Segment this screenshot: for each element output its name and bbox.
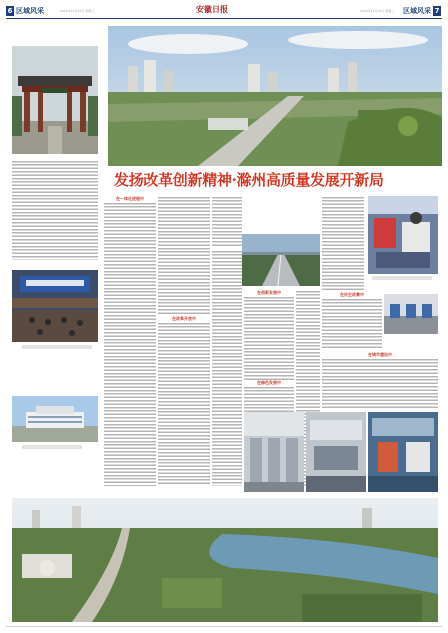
meeting-photo-caption [22, 345, 92, 349]
city-aerial-photo [108, 26, 442, 166]
subhead-3: 在创新发展中 [257, 290, 281, 295]
lab-photo-caption [372, 276, 432, 280]
building-photo [12, 396, 98, 442]
column-4-text-a [244, 296, 294, 380]
workshop-photo [368, 412, 438, 492]
left-date: 2019年12月25日 星期三 [60, 9, 95, 13]
assembly-photo [306, 412, 366, 492]
masthead: 安徽日报 [196, 4, 228, 14]
column-1-text [104, 202, 156, 486]
headline-part1: 发扬改革创新精神 [114, 171, 232, 189]
article-column-8 [322, 352, 438, 410]
subhead-6: 在城市建设中 [368, 352, 392, 357]
subhead-2: 在改革开放中 [172, 316, 196, 321]
meeting-photo [12, 270, 98, 342]
right-date: 2019年12月25日 星期三 [360, 9, 395, 13]
factory-line-photo [384, 294, 438, 334]
left-section-title: 区域风采 [16, 7, 44, 15]
subhead-1: 在一体化进程中 [116, 196, 144, 201]
left-page-header [6, 6, 44, 16]
lab-worker-photo [368, 196, 438, 274]
subhead-4: 在绿色发展中 [257, 380, 281, 385]
column-2-text-a [158, 196, 210, 316]
right-section-title: 区域风采 [403, 7, 431, 15]
column-2-text-b [158, 322, 210, 486]
left-intro-text [12, 160, 98, 260]
highway-photo [242, 234, 320, 286]
article-column-3 [212, 196, 242, 246]
right-page-header [403, 6, 441, 16]
headline-separator: · [231, 171, 237, 189]
footer-rule [6, 626, 442, 627]
column-3b-text [212, 250, 242, 486]
article-column-7 [322, 292, 382, 350]
warehouse-photo [244, 412, 304, 492]
subhead-5: 在民生改善中 [340, 292, 364, 297]
article-column-2 [158, 196, 210, 486]
article-column-3b [212, 250, 242, 486]
article-column-1 [104, 196, 156, 486]
column-7-text [322, 298, 382, 350]
column-8-text [322, 358, 438, 410]
river-aerial-photo [12, 498, 438, 622]
header-rule [6, 18, 442, 19]
headline [114, 167, 384, 193]
archway-photo [12, 46, 98, 154]
column-6-text [322, 196, 364, 290]
left-page-number: 6 [7, 7, 13, 15]
article-column-6 [322, 196, 364, 290]
building-photo-caption [22, 445, 82, 449]
headline-part2: 滁州高质量发展开新局 [236, 171, 384, 189]
column-3-text [212, 196, 242, 246]
right-page-number: 7 [434, 7, 440, 15]
